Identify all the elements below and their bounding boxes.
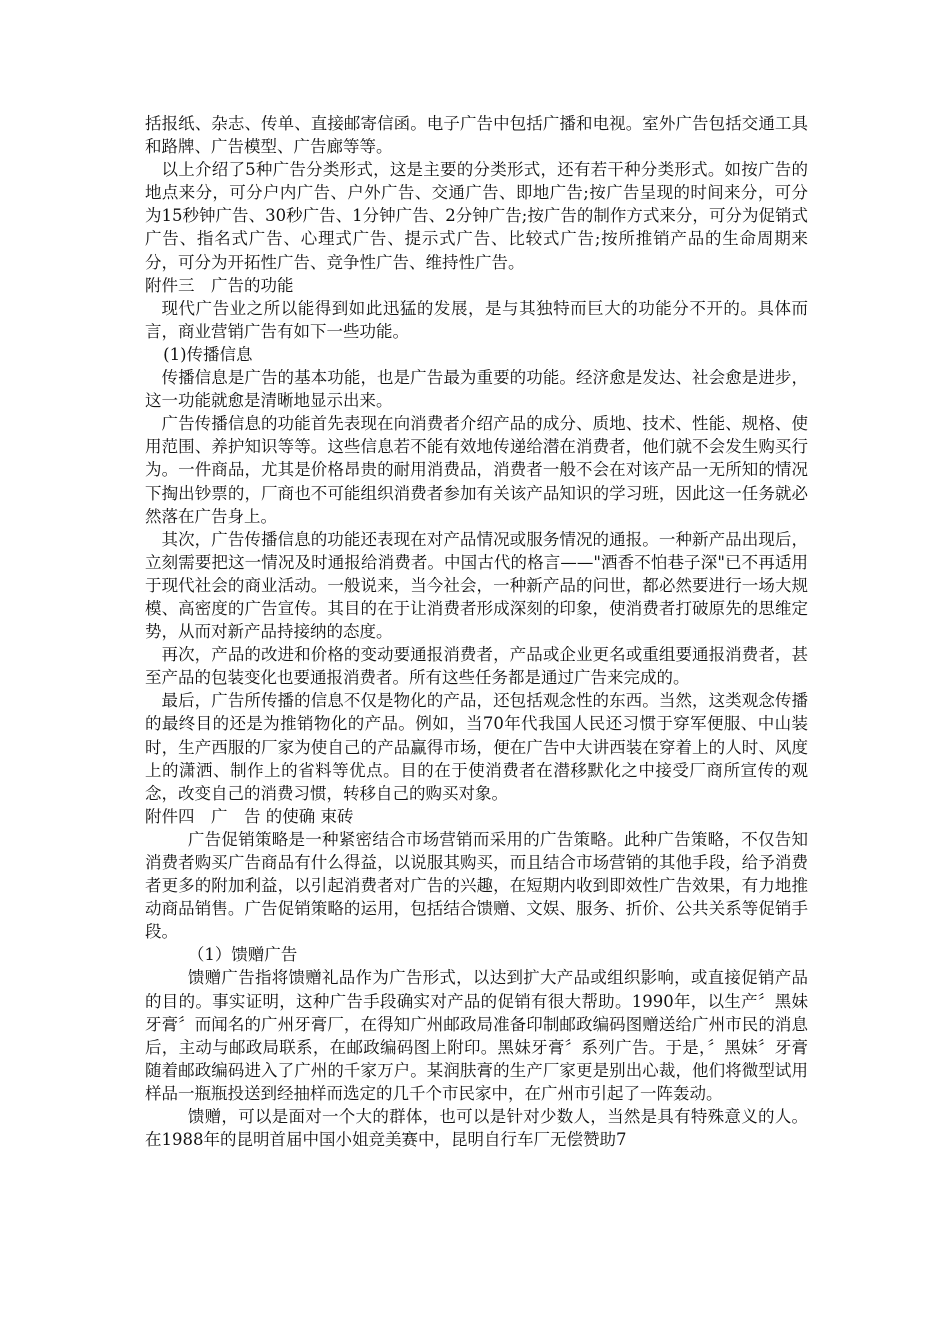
heading-appendix-3: 附件三 广告的功能 — [145, 275, 294, 295]
paragraph-ad-media-types: 括报纸、杂志、传单、直接邮寄信函。电子广告中包括广播和电视。室外广告包括交通工具和路牌、广告模型、广告廊等等。 — [145, 114, 808, 157]
subheading-gift-ads: （1）馈赠广告 — [187, 945, 298, 965]
paragraph-info-second: 其次，广告传播信息的功能还表现在对产品情况或服务情况的通报。一种新产品出现后，立刻需要把这一情况及时通报给消费者。中国古代的格言——"酒香不怕巷子深"已不再适用于现代社会的商业活动。一般说来，当今社会，一种新产品的问世，都必然要进行一场大规模、高密度的广告宣传。其目的在于让消费者形成深刻的印象，使消费者打破原先的思维定势，从而对新产品持接纳的态度。 — [145, 529, 808, 642]
paragraph-functions-intro: 现代广告业之所以能得到如此迅猛的发展，是与其独特而巨大的功能分不开的。具体而言，商业营销广告有如下一些功能。 — [145, 298, 808, 341]
paragraph-info-first: 广告传播信息的功能首先表现在向消费者介绍产品的成分、质地、技术、性能、规格、使用范围、养护知识等等。这些信息若不能有效地传递给潜在消费者，他们就不会发生购买行为。一件商品，尤其是价格昂贵的耐用消费品，消费者一般不会在对该产品一无所知的情况下掏出钞票的，厂商也不可能组织消费者参加有关该产品知识的学习班，因此这一任务就必然落在广告身上。 — [145, 414, 808, 526]
heading-appendix-4: 附件四 广 告 的使确 束砖 — [145, 806, 354, 826]
paragraph-ad-classification: 以上介绍了5种广告分类形式，这是主要的分类形式，还有若干种分类形式。如按广告的地点来分，可分户内广告、户外广告、交通广告、即地广告;按广告呈现的时间来分，可分为15秒钟广告、30秒广告、1分钟广告、2分钟广告;按广告的制作方式来分，可分为促销式广告、指名式广告、心理式广告、提示式广告、比较式广告;按所推销产品的生命周期来分，可分为开拓性广告、竞争性广告、维持性广告。 — [145, 160, 808, 272]
subheading-info-transmission: (1)传播信息 — [163, 344, 253, 364]
paragraph-gift-audience: 馈赠，可以是面对一个大的群体，也可以是针对少数人，当然是具有特殊意义的人。在1988年的昆明首届中国小姐竞美赛中，昆明自行车厂无偿赞助7 — [145, 1107, 808, 1150]
paragraph-info-basic: 传播信息是广告的基本功能，也是广告最为重要的功能。经济愈是发达、社会愈是进步，这一功能就愈是清晰地显示出来。 — [145, 368, 808, 411]
paragraph-info-last: 最后，广告所传播的信息不仅是物化的产品，还包括观念性的东西。当然，这类观念传播的最终目的还是为推销物化的产品。例如，当70年代我国人民还习惯于穿军便服、中山装时，生产西服的厂家为使自己的产品赢得市场，便在广告中大讲西装在穿着上的人时、风度上的潇洒、制作上的省料等优点。目的在于使消费者在潜移默化之中接受厂商所宣传的观念，改变自己的消费习惯，转移自己的购买对象。 — [145, 691, 808, 803]
paragraph-gift-ads: 馈赠广告指将馈赠礼品作为广告形式，以达到扩大产品或组织影响，或直接促销产品的目的。事实证明，这种广告手段确实对产品的促销有很大帮助。1990年，以生产〞黑妹牙膏〞而闻名的广州牙膏厂，在得知广州邮政局准备印制邮政编码图赠送给广州市民的消息后，主动与邮政局联系，在邮政编码图上附印。黑妹牙膏〞系列广告。于是，〞黑妹〞牙膏随着邮政编码进入了广州的千家万户。某润肤膏的生产厂家更是别出心裁，他们将微型试用样品一瓶瓶投送到经抽样而选定的几千个市民家中，在广州市引起了一阵轰动。 — [145, 968, 808, 1103]
document-page — [145, 112, 808, 1151]
paragraph-promotion-strategy: 广告促销策略是一种紧密结合市场营销而采用的广告策略。此种广告策略，不仅告知消费者购买广告商品有什么得益，以说服其购买，而且结合市场营销的其他手段，给予消费者更多的附加利益，以引起消费者对广告的兴趣，在短期内收到即效性广告效果，有力地推动商品销售。广告促销策略的运用，包括结合馈赠、文娱、服务、折价、公共关系等促销手段。 — [145, 829, 808, 942]
paragraph-info-third: 再次，产品的改进和价格的变动要通报消费者，产品或企业更名或重组要通报消费者，甚至产品的包装变化也要通报消费者。所有这些任务都是通过广告来完成的。 — [145, 645, 808, 688]
